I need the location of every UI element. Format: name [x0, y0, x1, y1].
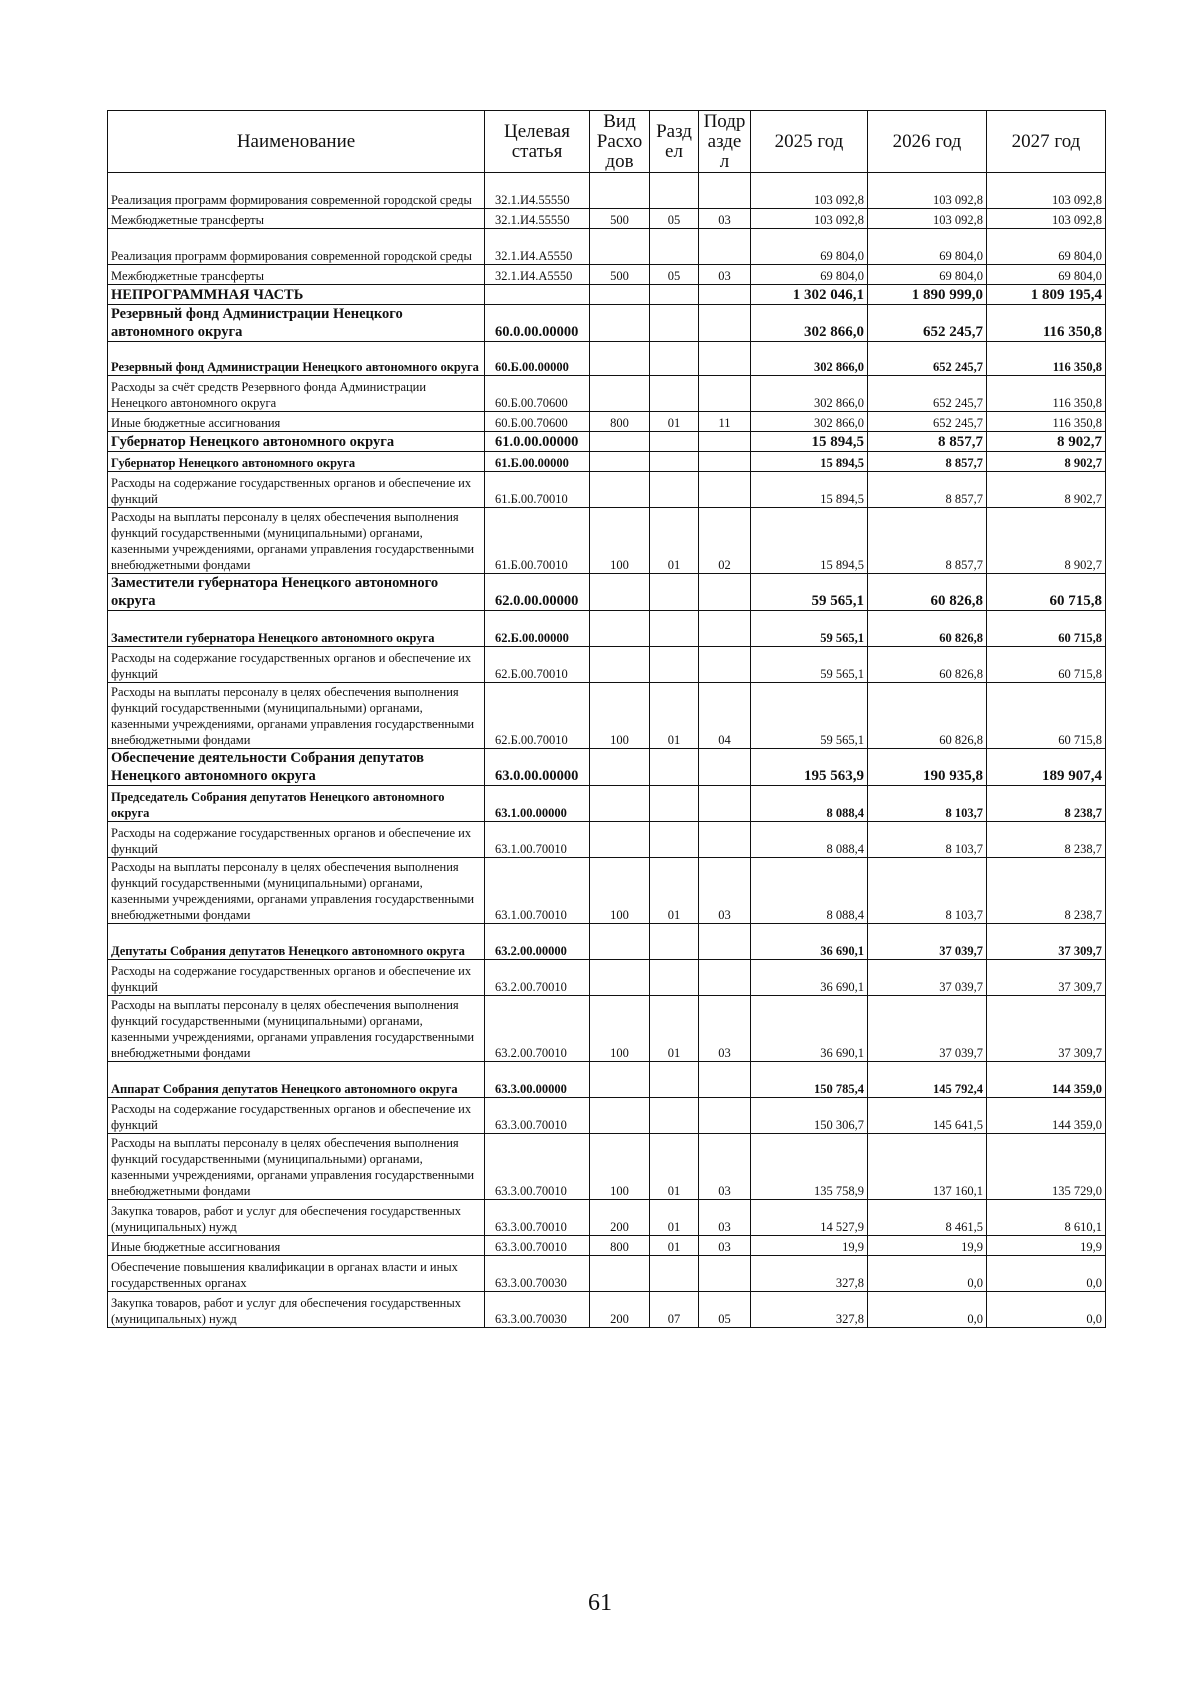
row-value-2027: 8 902,7 [987, 472, 1106, 508]
header-target-article: Целевая статья [485, 111, 590, 173]
row-section: 05 [650, 265, 699, 285]
row-value-2026: 37 039,7 [868, 960, 987, 996]
row-value-2027: 60 715,8 [987, 611, 1106, 647]
row-name: Резервный фонд Администрации Ненецкого автономного округа [108, 305, 485, 342]
row-value-2026: 1 890 999,0 [868, 285, 987, 305]
table-row [108, 229, 1106, 265]
row-value-2027: 1 809 195,4 [987, 285, 1106, 305]
row-target-article: 63.1.00.70010 [485, 858, 590, 924]
row-subsection: 03 [699, 1236, 751, 1256]
row-value-2026: 145 641,5 [868, 1098, 987, 1134]
row-section: 01 [650, 508, 699, 574]
row-value-2025: 150 306,7 [751, 1098, 868, 1134]
header-name: Наименование [108, 111, 485, 173]
row-subsection: 03 [699, 209, 751, 229]
row-value-2027: 0,0 [987, 1256, 1106, 1292]
row-expense-kind [590, 1256, 650, 1292]
row-subsection [699, 749, 751, 786]
row-value-2027: 69 804,0 [987, 229, 1106, 265]
row-subsection [699, 452, 751, 472]
row-section: 01 [650, 1134, 699, 1200]
row-expense-kind [590, 924, 650, 960]
table-row [108, 1256, 1106, 1292]
table-row [108, 1134, 1106, 1200]
row-expense-kind: 800 [590, 412, 650, 432]
row-target-article: 62.0.00.00000 [485, 574, 590, 611]
row-value-2025: 36 690,1 [751, 960, 868, 996]
row-value-2027: 8 902,7 [987, 452, 1106, 472]
row-subsection: 03 [699, 996, 751, 1062]
table-row [108, 472, 1106, 508]
row-value-2026: 8 103,7 [868, 822, 987, 858]
row-value-2027: 8 902,7 [987, 508, 1106, 574]
row-section: 01 [650, 1200, 699, 1236]
table-row [108, 996, 1106, 1062]
row-target-article: 63.3.00.70010 [485, 1134, 590, 1200]
row-subsection [699, 786, 751, 822]
row-name: Расходы на выплаты персоналу в целях обеспечения выполнения функций государственными (муниципальными) органами, казенными учреждениями, органами управления государственными внебюджетными фондами [108, 996, 485, 1062]
row-subsection [699, 229, 751, 265]
row-name: Закупка товаров, работ и услуг для обеспечения государственных (муниципальных) нужд [108, 1292, 485, 1328]
row-value-2027: 116 350,8 [987, 305, 1106, 342]
row-expense-kind [590, 574, 650, 611]
table-row [108, 508, 1106, 574]
row-value-2025: 150 785,4 [751, 1062, 868, 1098]
table-row [108, 265, 1106, 285]
row-subsection: 05 [699, 1292, 751, 1328]
row-value-2025: 103 092,8 [751, 173, 868, 209]
row-target-article: 63.2.00.70010 [485, 996, 590, 1062]
row-value-2027: 8 902,7 [987, 432, 1106, 452]
row-value-2027: 8 610,1 [987, 1200, 1106, 1236]
row-name: Реализация программ формирования современной городской среды [108, 173, 485, 209]
row-value-2026: 8 103,7 [868, 858, 987, 924]
table-row [108, 342, 1106, 376]
row-expense-kind: 100 [590, 996, 650, 1062]
row-section [650, 285, 699, 305]
row-expense-kind [590, 749, 650, 786]
row-target-article: 63.3.00.70010 [485, 1236, 590, 1256]
row-target-article: 63.3.00.70010 [485, 1200, 590, 1236]
row-value-2026: 137 160,1 [868, 1134, 987, 1200]
row-target-article: 63.0.00.00000 [485, 749, 590, 786]
header-expense-kind: Вид Расхо дов [590, 111, 650, 173]
row-name: Заместители губернатора Ненецкого автономного округа [108, 574, 485, 611]
row-value-2026: 8 857,7 [868, 508, 987, 574]
row-value-2026: 69 804,0 [868, 265, 987, 285]
row-expense-kind [590, 376, 650, 412]
row-name: Заместители губернатора Ненецкого автономного округа [108, 611, 485, 647]
row-value-2026: 8 857,7 [868, 432, 987, 452]
row-expense-kind [590, 452, 650, 472]
table-row [108, 960, 1106, 996]
table-row [108, 858, 1106, 924]
row-value-2025: 69 804,0 [751, 229, 868, 265]
row-expense-kind [590, 229, 650, 265]
row-section [650, 305, 699, 342]
row-name: Межбюджетные трансферты [108, 209, 485, 229]
row-value-2027: 8 238,7 [987, 858, 1106, 924]
row-value-2026: 60 826,8 [868, 683, 987, 749]
row-target-article: 63.2.00.00000 [485, 924, 590, 960]
row-subsection: 03 [699, 1200, 751, 1236]
row-expense-kind [590, 305, 650, 342]
row-section [650, 472, 699, 508]
row-value-2026: 37 039,7 [868, 924, 987, 960]
row-section [650, 1256, 699, 1292]
row-expense-kind [590, 960, 650, 996]
row-name: Аппарат Собрания депутатов Ненецкого автономного округа [108, 1062, 485, 1098]
table-body [108, 173, 1106, 1328]
row-expense-kind [590, 472, 650, 508]
row-name: Межбюджетные трансферты [108, 265, 485, 285]
row-value-2026: 8 857,7 [868, 472, 987, 508]
row-value-2027: 116 350,8 [987, 412, 1106, 432]
page-number: 61 [588, 1590, 612, 1616]
row-value-2025: 69 804,0 [751, 265, 868, 285]
row-subsection [699, 960, 751, 996]
row-value-2025: 8 088,4 [751, 858, 868, 924]
row-target-article: 61.Б.00.70010 [485, 472, 590, 508]
row-value-2025: 59 565,1 [751, 647, 868, 683]
table-row [108, 786, 1106, 822]
row-subsection [699, 472, 751, 508]
row-section [650, 611, 699, 647]
row-target-article: 62.Б.00.70010 [485, 647, 590, 683]
row-subsection [699, 305, 751, 342]
row-section [650, 924, 699, 960]
header-subsection: Подр азде л [699, 111, 751, 173]
row-value-2025: 14 527,9 [751, 1200, 868, 1236]
row-name: Расходы за счёт средств Резервного фонда Администрации Ненецкого автономного округа [108, 376, 485, 412]
row-expense-kind: 100 [590, 1134, 650, 1200]
row-subsection: 03 [699, 265, 751, 285]
table-row [108, 173, 1106, 209]
row-section: 05 [650, 209, 699, 229]
row-section: 01 [650, 858, 699, 924]
header-section: Разд ел [650, 111, 699, 173]
row-value-2026: 8 461,5 [868, 1200, 987, 1236]
budget-table [107, 110, 1106, 1328]
row-name: Расходы на содержание государственных органов и обеспечение их функций [108, 647, 485, 683]
row-section [650, 960, 699, 996]
row-expense-kind [590, 173, 650, 209]
row-subsection: 02 [699, 508, 751, 574]
row-target-article: 63.1.00.70010 [485, 822, 590, 858]
table-row [108, 1098, 1106, 1134]
row-target-article: 61.Б.00.00000 [485, 452, 590, 472]
row-expense-kind [590, 647, 650, 683]
row-subsection [699, 611, 751, 647]
row-expense-kind [590, 432, 650, 452]
row-section: 01 [650, 996, 699, 1062]
row-value-2025: 302 866,0 [751, 412, 868, 432]
row-target-article: 61.Б.00.70010 [485, 508, 590, 574]
row-value-2025: 15 894,5 [751, 452, 868, 472]
row-target-article: 61.0.00.00000 [485, 432, 590, 452]
row-value-2027: 60 715,8 [987, 574, 1106, 611]
row-expense-kind [590, 285, 650, 305]
row-target-article: 63.2.00.70010 [485, 960, 590, 996]
row-subsection [699, 432, 751, 452]
row-value-2025: 15 894,5 [751, 472, 868, 508]
row-value-2025: 302 866,0 [751, 305, 868, 342]
row-subsection [699, 647, 751, 683]
table-row [108, 305, 1106, 342]
row-section: 07 [650, 1292, 699, 1328]
row-value-2027: 189 907,4 [987, 749, 1106, 786]
row-value-2025: 135 758,9 [751, 1134, 868, 1200]
row-target-article: 63.3.00.00000 [485, 1062, 590, 1098]
row-subsection: 03 [699, 1134, 751, 1200]
row-target-article: 62.Б.00.00000 [485, 611, 590, 647]
row-section [650, 376, 699, 412]
table-row [108, 1200, 1106, 1236]
row-expense-kind [590, 611, 650, 647]
row-value-2027: 8 238,7 [987, 786, 1106, 822]
row-target-article: 60.Б.00.70600 [485, 376, 590, 412]
row-target-article: 60.Б.00.00000 [485, 342, 590, 376]
row-section [650, 342, 699, 376]
row-expense-kind [590, 786, 650, 822]
table-row [108, 611, 1106, 647]
row-subsection: 03 [699, 858, 751, 924]
row-expense-kind: 100 [590, 683, 650, 749]
row-value-2025: 59 565,1 [751, 574, 868, 611]
header-2026: 2026 год [868, 111, 987, 173]
row-subsection [699, 376, 751, 412]
row-name: Обеспечение повышения квалификации в органах власти и иных государственных органах [108, 1256, 485, 1292]
row-value-2026: 103 092,8 [868, 173, 987, 209]
row-subsection [699, 924, 751, 960]
row-expense-kind: 800 [590, 1236, 650, 1256]
row-section [650, 786, 699, 822]
row-name: Иные бюджетные ассигнования [108, 412, 485, 432]
table-row [108, 1062, 1106, 1098]
row-subsection [699, 342, 751, 376]
row-value-2026: 652 245,7 [868, 305, 987, 342]
row-name: Иные бюджетные ассигнования [108, 1236, 485, 1256]
row-target-article: 32.1.И4.А5550 [485, 229, 590, 265]
row-name: Расходы на выплаты персоналу в целях обеспечения выполнения функций государственными (муниципальными) органами, казенными учреждениями, органами управления государственными внебюджетными фондами [108, 683, 485, 749]
row-value-2026: 60 826,8 [868, 647, 987, 683]
row-subsection: 11 [699, 412, 751, 432]
row-target-article: 32.1.И4.55550 [485, 209, 590, 229]
row-value-2026: 652 245,7 [868, 412, 987, 432]
row-value-2027: 135 729,0 [987, 1134, 1106, 1200]
row-value-2025: 36 690,1 [751, 924, 868, 960]
row-value-2025: 1 302 046,1 [751, 285, 868, 305]
table-row [108, 376, 1106, 412]
row-value-2027: 103 092,8 [987, 173, 1106, 209]
row-value-2025: 302 866,0 [751, 376, 868, 412]
row-name: Расходы на выплаты персоналу в целях обеспечения выполнения функций государственными (муниципальными) органами, казенными учреждениями, органами управления государственными внебюджетными фондами [108, 858, 485, 924]
row-value-2027: 116 350,8 [987, 376, 1106, 412]
row-expense-kind [590, 822, 650, 858]
row-section [650, 229, 699, 265]
row-value-2025: 327,8 [751, 1292, 868, 1328]
row-subsection [699, 1256, 751, 1292]
table-row [108, 822, 1106, 858]
row-value-2026: 0,0 [868, 1256, 987, 1292]
table-row [108, 452, 1106, 472]
row-name: Закупка товаров, работ и услуг для обеспечения государственных (муниципальных) нужд [108, 1200, 485, 1236]
row-name: Расходы на содержание государственных органов и обеспечение их функций [108, 960, 485, 996]
row-name: Губернатор Ненецкого автономного округа [108, 452, 485, 472]
row-value-2026: 69 804,0 [868, 229, 987, 265]
row-expense-kind [590, 342, 650, 376]
budget-table-sheet [107, 110, 1105, 1328]
row-value-2027: 144 359,0 [987, 1098, 1106, 1134]
row-name: Расходы на содержание государственных органов и обеспечение их функций [108, 1098, 485, 1134]
row-name: Председатель Собрания депутатов Ненецкого автономного округа [108, 786, 485, 822]
row-name: Обеспечение деятельности Собрания депутатов Ненецкого автономного округа [108, 749, 485, 786]
row-name: Расходы на выплаты персоналу в целях обеспечения выполнения функций государственными (муниципальными) органами, казенными учреждениями, органами управления государственными внебюджетными фондами [108, 508, 485, 574]
row-section [650, 749, 699, 786]
row-value-2025: 195 563,9 [751, 749, 868, 786]
table-row [108, 412, 1106, 432]
row-value-2027: 0,0 [987, 1292, 1106, 1328]
row-value-2025: 8 088,4 [751, 822, 868, 858]
row-value-2027: 37 309,7 [987, 960, 1106, 996]
row-section: 01 [650, 1236, 699, 1256]
row-section [650, 173, 699, 209]
row-value-2025: 15 894,5 [751, 508, 868, 574]
row-expense-kind: 500 [590, 265, 650, 285]
row-expense-kind: 500 [590, 209, 650, 229]
row-expense-kind: 100 [590, 858, 650, 924]
row-expense-kind [590, 1062, 650, 1098]
row-target-article: 60.Б.00.70600 [485, 412, 590, 432]
row-value-2026: 60 826,8 [868, 611, 987, 647]
row-name: Расходы на содержание государственных органов и обеспечение их функций [108, 472, 485, 508]
row-name: Губернатор Ненецкого автономного округа [108, 432, 485, 452]
row-target-article: 63.1.00.00000 [485, 786, 590, 822]
row-expense-kind: 200 [590, 1200, 650, 1236]
table-row [108, 647, 1106, 683]
row-value-2025: 59 565,1 [751, 611, 868, 647]
row-value-2027: 116 350,8 [987, 342, 1106, 376]
row-section: 01 [650, 412, 699, 432]
row-value-2026: 652 245,7 [868, 342, 987, 376]
row-subsection [699, 1098, 751, 1134]
row-expense-kind [590, 1098, 650, 1134]
row-subsection [699, 285, 751, 305]
table-row [108, 574, 1106, 611]
table-row [108, 924, 1106, 960]
row-value-2025: 327,8 [751, 1256, 868, 1292]
row-value-2026: 103 092,8 [868, 209, 987, 229]
row-target-article [485, 285, 590, 305]
table-header-row [108, 111, 1106, 173]
row-target-article: 32.1.И4.А5550 [485, 265, 590, 285]
row-name: Депутаты Собрания депутатов Ненецкого автономного округа [108, 924, 485, 960]
table-row [108, 1292, 1106, 1328]
row-subsection [699, 822, 751, 858]
row-name: Расходы на выплаты персоналу в целях обеспечения выполнения функций государственными (муниципальными) органами, казенными учреждениями, органами управления государственными внебюджетными фондами [108, 1134, 485, 1200]
row-target-article: 63.3.00.70010 [485, 1098, 590, 1134]
row-name: Расходы на содержание государственных органов и обеспечение их функций [108, 822, 485, 858]
row-section [650, 1098, 699, 1134]
row-value-2025: 36 690,1 [751, 996, 868, 1062]
row-value-2026: 190 935,8 [868, 749, 987, 786]
row-value-2026: 19,9 [868, 1236, 987, 1256]
table-row [108, 285, 1106, 305]
row-value-2025: 59 565,1 [751, 683, 868, 749]
row-name: Резервный фонд Администрации Ненецкого автономного округа [108, 342, 485, 376]
row-target-article: 60.0.00.00000 [485, 305, 590, 342]
row-value-2026: 0,0 [868, 1292, 987, 1328]
row-value-2026: 37 039,7 [868, 996, 987, 1062]
header-2027: 2027 год [987, 111, 1106, 173]
row-value-2027: 103 092,8 [987, 209, 1106, 229]
table-row [108, 749, 1106, 786]
row-expense-kind: 200 [590, 1292, 650, 1328]
row-value-2027: 60 715,8 [987, 647, 1106, 683]
row-section: 01 [650, 683, 699, 749]
row-expense-kind: 100 [590, 508, 650, 574]
row-target-article: 32.1.И4.55550 [485, 173, 590, 209]
row-value-2027: 144 359,0 [987, 1062, 1106, 1098]
row-value-2025: 15 894,5 [751, 432, 868, 452]
row-section [650, 574, 699, 611]
row-target-article: 63.3.00.70030 [485, 1292, 590, 1328]
row-name: Реализация программ формирования современной городской среды [108, 229, 485, 265]
row-target-article: 62.Б.00.70010 [485, 683, 590, 749]
row-value-2027: 8 238,7 [987, 822, 1106, 858]
row-value-2026: 8 103,7 [868, 786, 987, 822]
row-value-2027: 69 804,0 [987, 265, 1106, 285]
row-value-2027: 60 715,8 [987, 683, 1106, 749]
table-row [108, 1236, 1106, 1256]
header-2025: 2025 год [751, 111, 868, 173]
row-value-2027: 37 309,7 [987, 996, 1106, 1062]
row-value-2025: 103 092,8 [751, 209, 868, 229]
row-value-2026: 145 792,4 [868, 1062, 987, 1098]
table-row [108, 432, 1106, 452]
row-section [650, 1062, 699, 1098]
row-value-2026: 652 245,7 [868, 376, 987, 412]
row-value-2027: 19,9 [987, 1236, 1106, 1256]
row-section [650, 647, 699, 683]
row-value-2025: 302 866,0 [751, 342, 868, 376]
row-target-article: 63.3.00.70030 [485, 1256, 590, 1292]
row-value-2027: 37 309,7 [987, 924, 1106, 960]
row-subsection [699, 574, 751, 611]
row-subsection [699, 1062, 751, 1098]
table-row [108, 209, 1106, 229]
row-subsection [699, 173, 751, 209]
table-row [108, 683, 1106, 749]
row-value-2026: 60 826,8 [868, 574, 987, 611]
row-value-2026: 8 857,7 [868, 452, 987, 472]
row-section [650, 432, 699, 452]
row-subsection: 04 [699, 683, 751, 749]
row-name: НЕПРОГРАММНАЯ ЧАСТЬ [108, 285, 485, 305]
row-section [650, 822, 699, 858]
row-value-2025: 8 088,4 [751, 786, 868, 822]
row-section [650, 452, 699, 472]
row-value-2025: 19,9 [751, 1236, 868, 1256]
